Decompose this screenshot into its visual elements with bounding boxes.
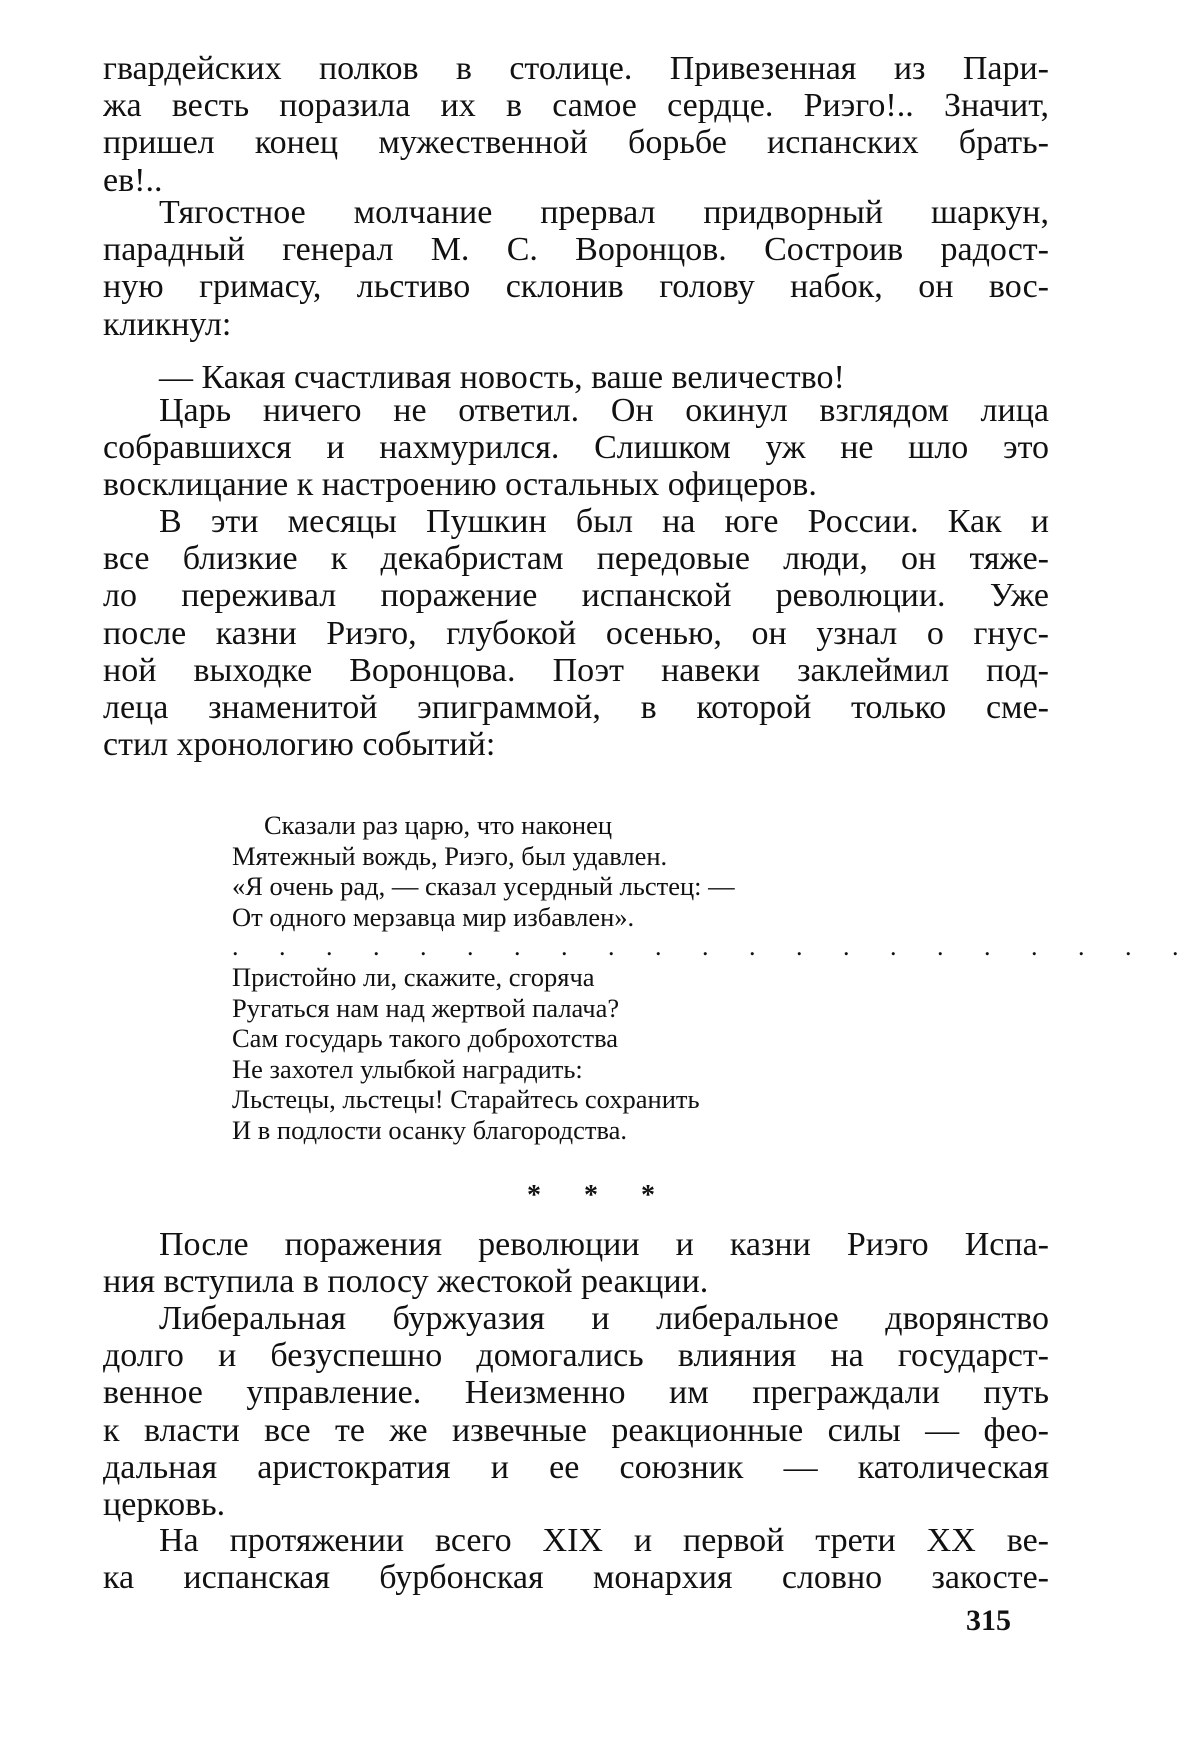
text-line: парадный генерал М. С. Воронцов. Состроив радост-: [103, 231, 1049, 268]
text-line: кликнул:: [103, 306, 1049, 343]
poem-line: Ругаться нам над жертвой палача?: [232, 993, 952, 1024]
text-line: венное управление. Неизменно им преграждали путь: [103, 1374, 1049, 1411]
epigram-stanza-1: [232, 810, 952, 932]
text-line: На протяжении всего XIX и первой трети XX ве-: [103, 1522, 1049, 1559]
text-line: — Какая счастливая новость, ваше величество!: [103, 359, 1049, 396]
section-separator: * * *: [0, 1180, 1200, 1212]
text-line: восклицание к настроению остальных офицеров.: [103, 466, 1049, 503]
paragraph-3: [103, 359, 1049, 396]
text-line: Либеральная буржуазия и либеральное дворянство: [103, 1300, 1049, 1337]
paragraph-2: [103, 194, 1049, 343]
text-line: все близкие к декабристам передовые люди, он тяже-: [103, 540, 1049, 577]
text-line: церковь.: [103, 1486, 1049, 1523]
text-line: стил хронологию событий:: [103, 726, 1049, 763]
text-line: Царь ничего не ответил. Он окинул взглядом лица: [103, 392, 1049, 429]
text-line: жа весть поразила их в самое сердце. Риэго!.. Значит,: [103, 87, 1049, 124]
text-line: собравшихся и нахмурился. Слишком уж не шло это: [103, 429, 1049, 466]
poem-ellipsis-row: . . . . . . . . . . . . . . . . . . . . . . .: [232, 932, 932, 962]
paragraph-4: [103, 392, 1049, 504]
paragraph-8: [103, 1522, 1049, 1596]
text-line: пришел конец мужественной борьбе испанских брать-: [103, 124, 1049, 161]
epigram-stanza-2: [232, 962, 952, 1146]
text-line: ка испанская бурбонская монархия словно закосте-: [103, 1559, 1049, 1596]
poem-line: От одного мерзавца мир избавлен».: [232, 902, 952, 933]
text-line: дальная аристократия и ее союзник — католическая: [103, 1449, 1049, 1486]
paragraph-5: [103, 503, 1049, 763]
text-line: После поражения революции и казни Риэго Испа-: [103, 1226, 1049, 1263]
text-line: гвардейских полков в столице. Привезенная из Пари-: [103, 50, 1049, 87]
paragraph-7: [103, 1300, 1049, 1523]
text-line: Тягостное молчание прервал придворный шаркун,: [103, 194, 1049, 231]
paragraph-6: [103, 1226, 1049, 1300]
text-line: ной выходке Воронцова. Поэт навеки заклеймил под-: [103, 652, 1049, 689]
text-line: ния вступила в полосу жестокой реакции.: [103, 1263, 1049, 1300]
paragraph-1: [103, 50, 1049, 199]
poem-line: Сказали раз царю, что наконец: [232, 810, 952, 841]
poem-line: Пристойно ли, скажите, сгоряча: [232, 962, 952, 993]
poem-line: Льстецы, льстецы! Старайтесь сохранить: [232, 1084, 952, 1115]
book-page: [0, 0, 1200, 1752]
poem-line: Сам государь такого доброхотства: [232, 1023, 952, 1054]
text-line: ло переживал поражение испанской революции. Уже: [103, 577, 1049, 614]
text-line: ев!..: [103, 162, 1049, 199]
text-line: после казни Риэго, глубокой осенью, он узнал о гнус-: [103, 615, 1049, 652]
text-line: к власти все те же извечные реакционные силы — фео-: [103, 1412, 1049, 1449]
text-line: леца знаменитой эпиграммой, в которой только сме-: [103, 689, 1049, 726]
text-line: ную гримасу, льстиво склонив голову набок, он вос-: [103, 268, 1049, 305]
page-number: 315: [966, 1604, 1011, 1638]
poem-line: И в подлости осанку благородства.: [232, 1115, 952, 1146]
text-line: долго и безуспешно домогались влияния на государст-: [103, 1337, 1049, 1374]
poem-line: «Я очень рад, — сказал усердный льстец: —: [232, 871, 952, 902]
poem-line: Мятежный вождь, Риэго, был удавлен.: [232, 841, 952, 872]
text-line: В эти месяцы Пушкин был на юге России. Как и: [103, 503, 1049, 540]
poem-line: Не захотел улыбкой наградить:: [232, 1054, 952, 1085]
